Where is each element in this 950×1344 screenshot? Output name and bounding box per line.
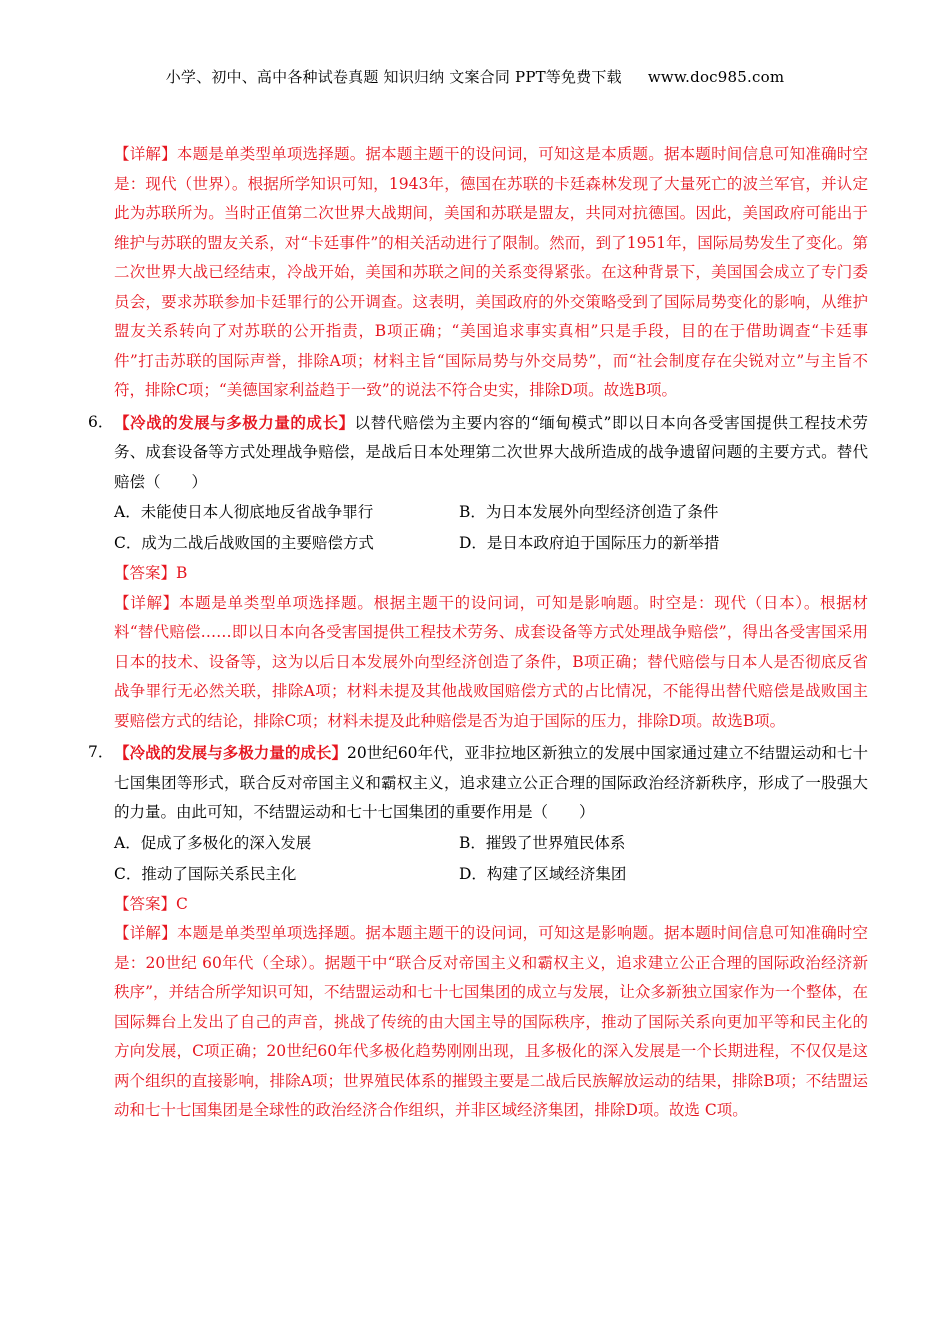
q6-answer: 【答案】B [114, 564, 188, 582]
q6-detail: 【详解】本题是单类型单项选择题。根据主题干的设问词，可知是影响题。时空是：现代（日本）。根据材料“替代赔偿……即以日本向各受害国提供工程技术劳务、成套设备等方式处理战争赔偿”，得出各受害国采用日本的技术、设备等，这为以后日本发展外向型经济创造了条件，B项正确；替代赔偿与日本人是否彻底反省战争罪行无必然关联，排除A项；材料未提及其他战败国赔偿方式的占比情况，不能得出替代赔偿是战败国主要赔偿方式的结论，排除C项；材料未提及此种赔偿是否为迫于国际的压力，排除D项。故选B项。 [114, 593, 868, 730]
q7-detail: 【详解】本题是单类型单项选择题。据本题主题干的设问词，可知这是影响题。据本题时间信息可知准确时空是：20世纪 60年代（全球）。据题干中“联合反对帝国主义和霸权主义，追求建立公正合理的国际政治经济新秩序”，并结合所学知识可知，不结盟运动和七十七国集团的成立与发展，让众多新独立国家作为一个整体，在国际舞台上发出了自己的声音，挑战了传统的由大国主导的国际秩序，推动了国际关系向更加平等和民主化的方向发展，C项正确；20世纪60年代多极化趋势刚刚出现，且多极化的深入发展是一个长期进程，不仅仅是这两个组织的直接影响，排除A项；世界殖民体系的摧毁主要是二战后民族解放运动的结果，排除B项；不结盟运动和七十七国集团是全球性的政治经济合作组织，并非区域经济集团，排除D项。故选 C项。 [114, 924, 868, 1119]
q7-stem: 20世纪60年代，亚非拉地区新独立的发展中国家通过建立不结盟运动和七十七国集团等形式，联合反对帝国主义和霸权主义，追求建立公正合理的国际政治经济新秩序，形成了一股强大的力量。由此可知，不结盟运动和七十七国集团的重要作用是（ ） [114, 744, 868, 821]
q7-options [88, 828, 868, 890]
page-header [0, 66, 950, 87]
q7-number: 7． [88, 743, 114, 761]
q6-option-d: D．是日本政府迫于国际压力的新举措 [459, 534, 720, 552]
q7-option-d: D．构建了区域经济集团 [459, 864, 627, 883]
document-body [88, 140, 868, 1128]
q6-topic-tag: 【冷战的发展与多极力量的成长】 [114, 412, 355, 432]
q6-option-a: A．未能使日本人彻底地反省战争罪行 [114, 503, 374, 521]
q7-topic-tag: 【冷战的发展与多极力量的成长】 [114, 743, 347, 762]
q5-detail: 【详解】本题是单类型单项选择题。据本题主题干的设问词，可知这是本质题。据本题时间信息可知准确时空是：现代（世界）。根据所学知识可知，1943年，德国在苏联的卡廷森林发现了大量死亡的波兰军官，并认定此为苏联所为。当时正值第二次世界大战期间，美国和苏联是盟友，共同对抗德国。因此，美国政府可能出于维护与苏联的盟友关系，对“卡廷事件”的相关活动进行了限制。然而，到了1951年，国际局势发生了变化。第二次世界大战已经结束，冷战开始，美国和苏联之间的关系变得紧张。在这种背景下，美国国会成立了专门委员会，要求苏联参加卡廷罪行的公开调查。这表明，美国政府的外交策略受到了国际局势变化的影响，从维护盟友关系转向了对苏联的公开指责，B项正确；“美国追求事实真相”只是手段，目的在于借助调查“卡廷事件”打击苏联的国际声誉，排除A项；材料主旨“国际局势与外交局势”，而“社会制度存在尖锐对立”与主旨不符，排除C项；“美德国家利益趋于一致”的说法不符合史实，排除D项。故选B项。 [114, 145, 868, 399]
q7-option-b: B．摧毁了世界殖民体系 [459, 833, 626, 852]
q7-option-a: A．促成了多极化的深入发展 [114, 833, 312, 852]
question-7 [88, 738, 868, 828]
q6-option-b: B．为日本发展外向型经济创造了条件 [459, 503, 719, 521]
header-site-link[interactable]: www.doc985.com [647, 68, 785, 86]
q6-options [88, 497, 868, 559]
q6-option-c: C．成为二战后战败国的主要赔偿方式 [114, 534, 374, 552]
q6-stem: 以替代赔偿为主要内容的“缅甸模式”即以日本向各受害国提供工程技术劳务、成套设备等方式处理战争赔偿，是战后日本处理第二次世界大战所造成的战争遗留问题的主要方式。替代赔偿（ ） [114, 413, 868, 491]
header-text: 小学、初中、高中各种试卷真题 知识归纳 文案合同 PPT等免费下载 [165, 68, 622, 86]
q6-number: 6． [88, 412, 114, 431]
q7-answer: 【答案】C [114, 894, 188, 913]
q7-option-c: C．推动了国际关系民主化 [114, 864, 297, 883]
question-6 [88, 408, 868, 498]
